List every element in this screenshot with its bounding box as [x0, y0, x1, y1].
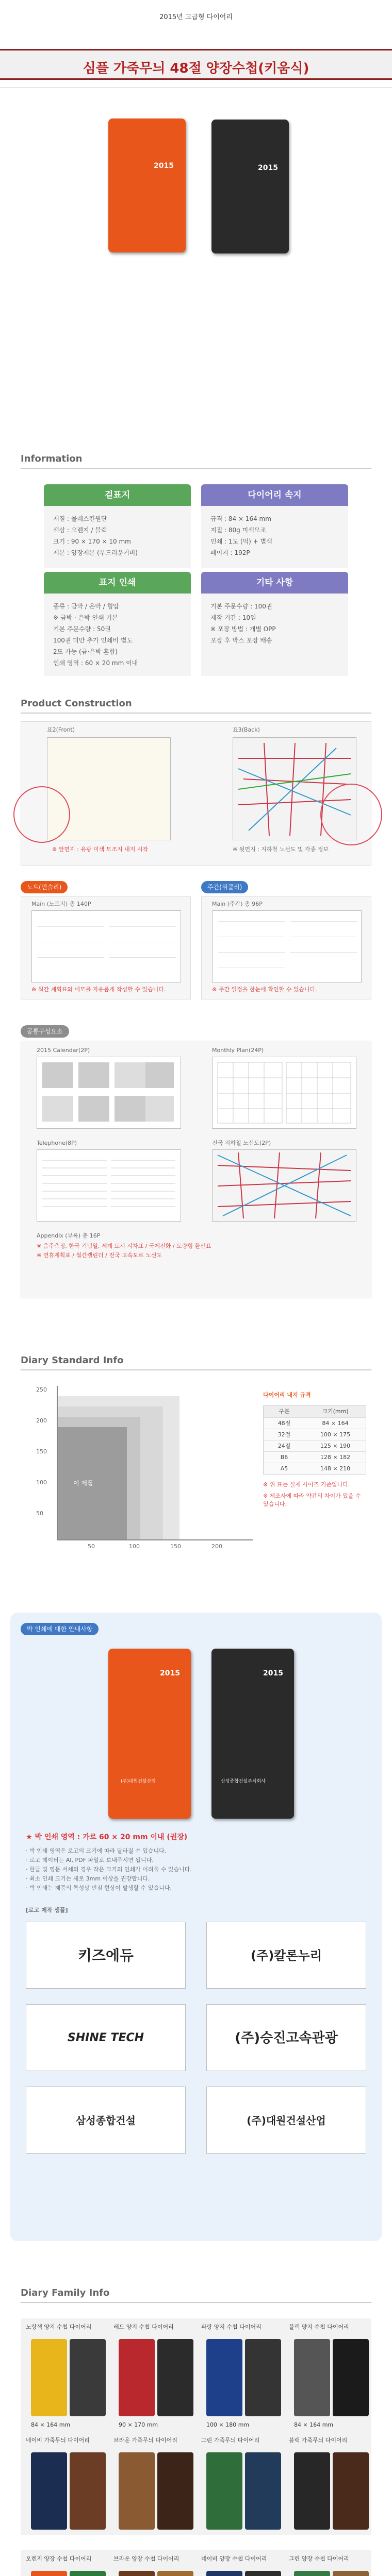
logo-sample: 키즈에듀: [26, 1922, 186, 1989]
family-item-label: 파랑 양지 수첩 다이어리: [201, 2324, 262, 2330]
printing-tag: 박 인쇄에 대한 안내사항: [21, 1623, 99, 1635]
print-line: 100권 미만 추가 인쇄비 별도: [53, 637, 133, 644]
weekly-panel: [201, 896, 371, 999]
cell: 84 × 164: [322, 1420, 349, 1427]
family-swatch: [70, 2339, 106, 2416]
monthly-caption: Main (노트지) 총 140P: [31, 901, 91, 907]
etc-line: 제작 기간 : 10일: [210, 614, 256, 621]
family-item-label: 레드 양지 수첩 다이어리: [113, 2324, 174, 2330]
back-highlight: [320, 784, 382, 845]
inner-line: 인쇄 : 1도 (먹) + 별색: [210, 538, 272, 545]
print-black-year: 2015: [263, 1669, 283, 1677]
x-tick: 100: [129, 1543, 140, 1550]
standard-note-1: ※ 위 표는 실제 사이즈 기준입니다.: [263, 1481, 350, 1488]
family-swatch: [294, 2339, 330, 2416]
print-note: · 한글 및 영문 서체의 경우 작은 크기의 인쇄가 어려울 수 있습니다.: [26, 1866, 192, 1873]
print-line: 인쇄 영역 : 60 × 20 mm 이내: [53, 659, 138, 667]
family-item-label: 네이비 가죽무늬 다이어리: [26, 2437, 90, 2444]
printing-section: [10, 1613, 382, 2241]
print-black-logo: 삼성종합건설주식회사: [221, 1779, 266, 1784]
family-item-label: 노랑색 양지 수첩 다이어리: [26, 2324, 92, 2330]
print-line: 2도 가능 (금·은박 혼합): [53, 648, 118, 655]
family-swatch: [70, 2452, 106, 2530]
print-line: 기본 주문수량 : 50권: [53, 625, 111, 633]
inner-line: 페이지 : 192P: [210, 549, 250, 556]
print-orange-year: 2015: [160, 1669, 180, 1677]
back-note: ※ 뒷면지 : 지하철 노선도 및 각종 정보: [233, 846, 329, 853]
family-swatch: [245, 2571, 281, 2576]
appendix-caption: Appendix (부록) 총 16P: [37, 1232, 101, 1239]
family-swatch: [31, 2452, 67, 2530]
family-item-label: 블랙 양지 수첩 다이어리: [289, 2324, 349, 2330]
cell: B6: [280, 1454, 288, 1461]
family-item-label: 오렌지 양장 수첩 다이어리: [26, 2555, 92, 2562]
cover-line: 제본 : 양장제본 (부드러운커버): [53, 549, 138, 556]
family-swatch: [294, 2571, 330, 2576]
telephone-image: [37, 1149, 181, 1222]
endpaper-panel: [21, 721, 371, 866]
cover-box: [44, 484, 191, 568]
family-swatch: [31, 2571, 67, 2576]
divider: [21, 1369, 371, 1370]
logo-sample: SHINE TECH: [26, 2004, 186, 2071]
table-row: [264, 1451, 366, 1463]
cover-line: 재질 : 몰레스킨원단: [53, 515, 107, 522]
family-swatch: [206, 2452, 242, 2530]
family-swatch: [333, 2452, 369, 2530]
print-line: ※ 금박 · 은박 인쇄 기본: [53, 614, 118, 621]
logo-sample: 삼성종합건설: [26, 2087, 186, 2154]
y-tick: 250: [36, 1386, 47, 1393]
cell: A5: [280, 1465, 288, 1472]
family-swatch: [245, 2452, 281, 2530]
sample-title: [로고 제작 샘플]: [26, 1907, 68, 1913]
weekly-note: ※ 주간 일정을 한눈에 확인할 수 있습니다.: [212, 986, 317, 993]
construction-title: Product Construction: [21, 698, 132, 709]
legend-title: 다이어리 내지 규격: [263, 1392, 311, 1398]
divider: [21, 713, 371, 714]
common-panel: [21, 1041, 371, 1298]
print-note: · 최소 인쇄 크기는 세로 3mm 이상을 권장합니다.: [26, 1875, 150, 1882]
print-orange-logo: (주)대원건설산업: [121, 1779, 156, 1784]
print-note: · 박 인쇄 영역은 로고의 크기에 따라 달라질 수 있습니다.: [26, 1848, 167, 1854]
y-tick: 100: [36, 1479, 47, 1486]
family-size: 90 × 170 mm: [119, 2421, 158, 2428]
orange-year: 2015: [154, 162, 174, 170]
family-swatch: [206, 2571, 242, 2576]
family-swatch: [70, 2571, 106, 2576]
brand-text: 2015년 고급형 다이어리: [159, 13, 233, 21]
cell: 32절: [277, 1431, 291, 1438]
family-swatch: [119, 2339, 155, 2416]
black-year: 2015: [258, 164, 278, 172]
family-swatch: [119, 2452, 155, 2530]
y-tick: 200: [36, 1417, 47, 1424]
cell: 24절: [277, 1443, 291, 1449]
family-swatch: [157, 2571, 193, 2576]
size-table: [263, 1405, 366, 1475]
x-tick: 50: [88, 1543, 95, 1550]
cell: 148 × 210: [320, 1465, 351, 1472]
print-note: · 박 인쇄는 제품의 특성상 번짐 현상이 발생할 수 있습니다.: [26, 1885, 172, 1891]
family-row: [21, 2550, 371, 2576]
inner-heading: 다이어리 속지: [201, 484, 348, 506]
appendix-note-2: ※ 연휴계획표 / 월간캘린더 / 전국 고속도로 노선도: [37, 1252, 162, 1259]
family-swatch: [294, 2452, 330, 2530]
table-row: [264, 1417, 366, 1429]
size-48-current: [58, 1427, 127, 1539]
hero-section: [0, 88, 392, 407]
back-label: 표3(Back): [233, 726, 260, 733]
subway-image: [212, 1149, 356, 1222]
family-size: 84 × 164 mm: [31, 2421, 71, 2428]
calendar-caption: 2015 Calendar(2P): [37, 1047, 90, 1054]
front-note: ※ 앞면지 : 유광 미색 모조지 내지 시작: [52, 846, 149, 853]
x-tick: 150: [170, 1543, 181, 1550]
family-row: [21, 2318, 371, 2535]
monthly-plan-caption: Monthly Plan(24P): [212, 1047, 264, 1054]
weekly-page-image: [212, 910, 362, 982]
front-highlight: [13, 786, 70, 843]
appendix-note-1: ※ 음주측정, 한국 기념일, 세계 도시 시차표 / 국제전화 / 도량형 환산표: [37, 1243, 211, 1249]
family-swatch: [157, 2339, 193, 2416]
hero-orange-diary: [108, 118, 186, 252]
divider: [21, 468, 371, 469]
family-swatch: [333, 2339, 369, 2416]
family-title: Diary Family Info: [21, 2287, 110, 2298]
title-banner: [0, 49, 392, 80]
print-orange-diary: [108, 1649, 191, 1819]
cover-line: 크기 : 90 × 170 × 10 mm: [53, 538, 131, 545]
information-title: Information: [21, 453, 83, 464]
monthly-tag: 노트(먼슬리): [21, 881, 68, 893]
x-tick: 200: [211, 1543, 222, 1550]
weekly-tag: 주간(위클리): [201, 881, 248, 893]
size-table-head: 구분: [279, 1408, 290, 1415]
divider: [21, 2302, 371, 2303]
monthly-panel: [21, 896, 191, 999]
calendar-image: [37, 1057, 181, 1129]
weekly-caption: Main (주간) 총 96P: [212, 901, 263, 907]
family-item-label: 네이비 양장 수첩 다이어리: [201, 2555, 267, 2562]
family-swatch: [245, 2339, 281, 2416]
monthly-note: ※ 월간 계획표와 메모를 자유롭게 작성할 수 있습니다.: [31, 986, 166, 993]
monthly-plan-image: [212, 1057, 356, 1129]
standard-chart: [36, 1386, 253, 1551]
cell: 125 × 190: [320, 1443, 351, 1449]
family-item-label: 블랙 가죽무늬 다이어리: [289, 2437, 348, 2444]
print-note: · 로고 데이터는 AI, PDF 파일로 보내주시면 됩니다.: [26, 1857, 154, 1863]
y-tick: 50: [36, 1510, 43, 1517]
monthly-page-image: [31, 910, 181, 982]
standard-title: Diary Standard Info: [21, 1355, 124, 1366]
family-swatch: [31, 2339, 67, 2416]
print-black-diary: [211, 1649, 294, 1819]
inner-box: [201, 484, 348, 568]
standard-note-2: ※ 제조사에 따라 약간의 차이가 있을 수 있습니다.: [263, 1493, 361, 1507]
y-tick: 150: [36, 1448, 47, 1455]
logo-sample: (주)승진고속관광: [206, 2004, 366, 2071]
family-swatch: [157, 2452, 193, 2530]
subway-caption: 전국 지하철 노선도(2P): [212, 1140, 271, 1146]
inner-line: 지질 : 80g 미색모조: [210, 527, 266, 534]
inner-line: 규격 : 84 × 164 mm: [210, 515, 271, 522]
hero-black-diary: [211, 120, 289, 253]
etc-box: [201, 572, 348, 676]
common-tag: 공통구성요소: [21, 1025, 69, 1038]
print-heading: 표지 인쇄: [44, 572, 191, 594]
family-size: 84 × 164 mm: [294, 2421, 334, 2428]
etc-line: 기본 주문수량 : 100권: [210, 603, 272, 610]
family-swatch: [119, 2571, 155, 2576]
family-swatch: [206, 2339, 242, 2416]
front-label: 표2(Front): [47, 726, 75, 733]
cell: 128 × 182: [320, 1454, 351, 1461]
etc-heading: 기타 사항: [201, 572, 348, 594]
family-item-label: 그린 양장 수첩 다이어리: [289, 2555, 349, 2562]
current-label: 이 제품: [73, 1480, 93, 1487]
family-item-label: 브라운 양장 수첩 다이어리: [113, 2555, 179, 2562]
print-box: [44, 572, 191, 676]
family-swatch: [333, 2571, 369, 2576]
table-row: [264, 1463, 366, 1474]
family-item-label: 브라운 가죽무늬 다이어리: [113, 2437, 177, 2444]
family-item-label: 그린 가죽무늬 다이어리: [201, 2437, 260, 2444]
size-table-head: 크기(mm): [322, 1408, 349, 1415]
table-row: [264, 1440, 366, 1451]
table-row: [264, 1429, 366, 1440]
logo-sample: (주)대원건설산업: [206, 2087, 366, 2154]
etc-line: ※ 포장 방법 : 개별 OPP: [210, 625, 276, 633]
page-title: 심플 가죽무늬 48절 양장수첩(키움식): [83, 61, 309, 76]
print-line: 종류 : 금박 / 은박 / 형압: [53, 603, 119, 610]
logo-sample: (주)칼론누리: [206, 1922, 366, 1989]
print-headline: ★ 박 인쇄 영역 : 가로 60 × 20 mm 이내 (권장): [26, 1833, 188, 1841]
family-size: 100 × 180 mm: [206, 2421, 250, 2428]
etc-line: 포장 후 박스 포장 배송: [210, 637, 272, 644]
cell: 100 × 175: [320, 1431, 351, 1438]
cell: 48절: [277, 1420, 291, 1427]
standard-legend: [263, 1391, 366, 1509]
telephone-caption: Telephone(8P): [37, 1140, 77, 1146]
cover-heading: 겉표지: [44, 484, 191, 506]
cover-line: 색상 : 오렌지 / 블랙: [53, 527, 107, 534]
